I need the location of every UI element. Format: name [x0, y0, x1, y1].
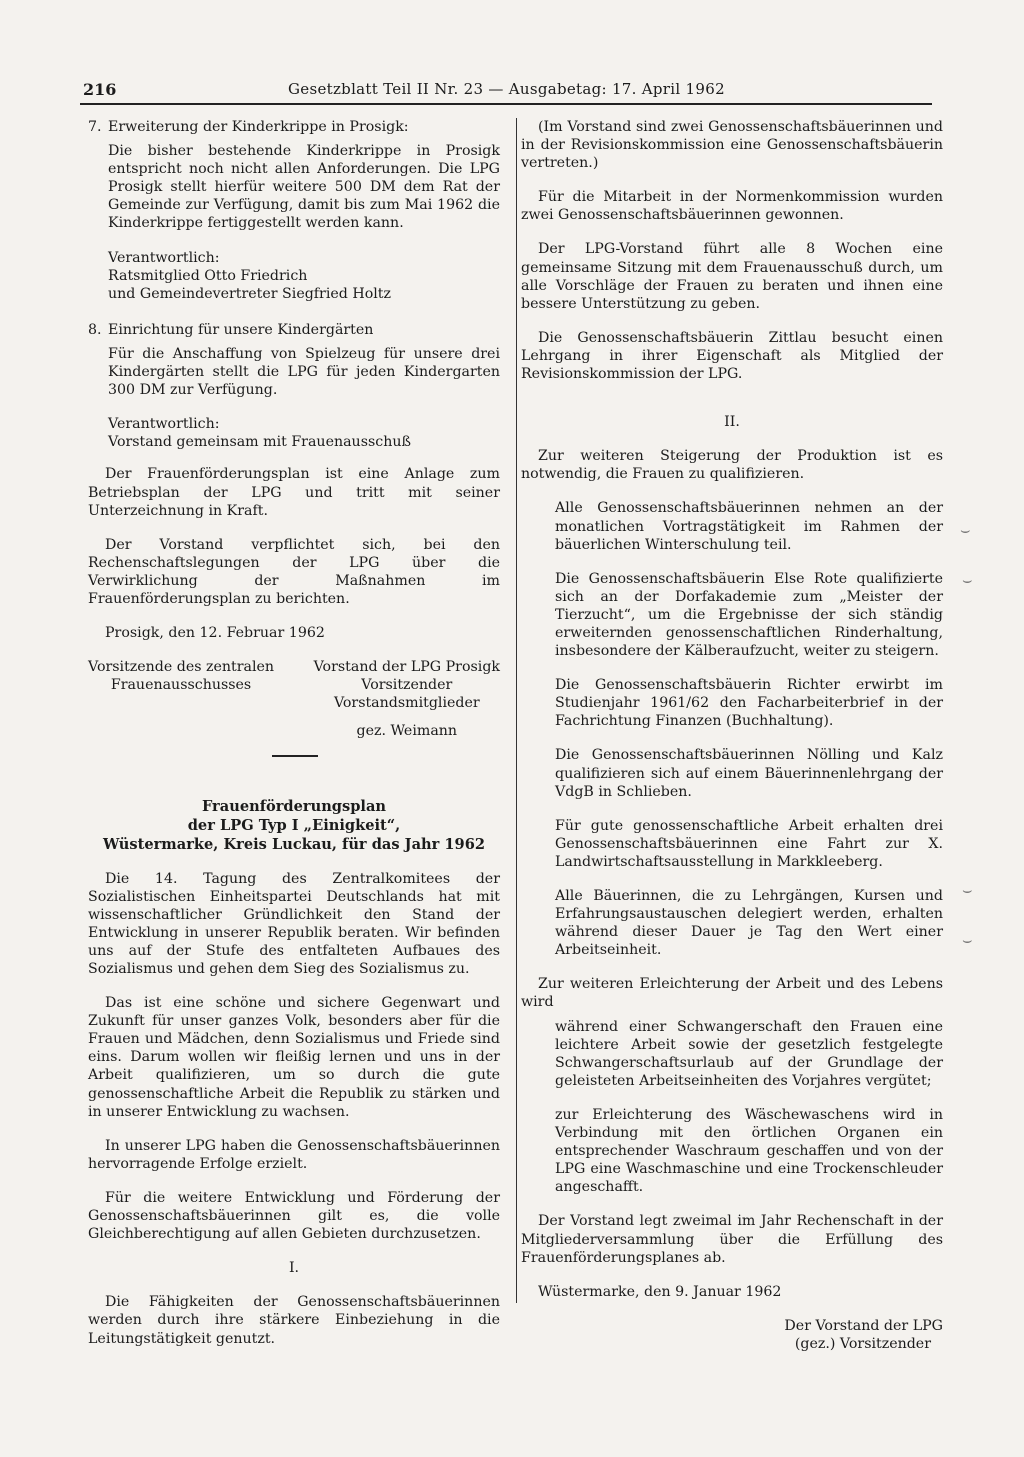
paragraph: Die Genossenschaftsbäuerin Zittlau besucht einen Lehrgang in ihrer Eigenschaft als Mitglied der Revisionskommission der LPG. — [521, 329, 943, 383]
section-number: II. — [724, 414, 740, 431]
measure-item: Alle Genossenschaftsbäuerinnen nehmen an der monatlichen Vortragstätigkeit im Rahmen der bäuerlichen Winterschulung teil. — [555, 500, 943, 553]
paragraph: Die Fähigkeiten der Genossenschaftsbäuerinnen werden durch ihre stärkere Einbeziehung in die Leitungstätigkeit genutzt. — [88, 1294, 500, 1347]
margin-mark: ⌣ — [962, 570, 973, 589]
margin-mark: ⌣ — [962, 930, 973, 949]
column-divider — [516, 118, 517, 1303]
place-date: Prosigk, den 12. Februar 1962 — [105, 625, 325, 642]
plan-heading — [88, 797, 500, 854]
signature-line: (gez.) Vorsitzender — [794, 1335, 931, 1352]
measure-item: Die Genossenschaftsbäuerin Else Rote qualifizierte sich an der Dorfakademie zum „Meister der Tierzucht“, um die Ergebnisse der sich ständig erweiternden genossenschaftlichen Rinderhaltung, insbesondere der Kälberaufzucht, weiter zu steigern. — [555, 570, 943, 660]
item-text: Die bisher bestehende Kinderkrippe in Prosigk entspricht noch nicht allen Anforderungen. Die LPG Prosigk stellt hierfür weitere 500 DM dem Rat der Gemeinde zur Verfügung, damit bis zum Mai 1962 die Kinderkrippe fertiggestellt werden kann. — [108, 143, 500, 232]
paragraph: Der Vorstand legt zweimal im Jahr Rechenschaft in der Mitgliederversammlung über die Erfüllung des Frauenförderungsplanes ab. — [521, 1213, 943, 1266]
paragraph: Für die weitere Entwicklung und Förderung der Genossenschaftsbäuerinnen gilt es, die volle Gleichberechtigung auf allen Gebieten durchzusetzen. — [88, 1189, 500, 1243]
responsibility-line: und Gemeindevertreter Siegfried Holtz — [108, 285, 391, 302]
paragraph: (Im Vorstand sind zwei Genossenschaftsbäuerinnen und in der Revisionskommission eine Genossenschaftsbäuerin vertreten.) — [521, 119, 943, 172]
paragraph: Zur weiteren Steigerung der Produktion ist es notwendig, die Frauen zu qualifizieren. — [521, 448, 943, 483]
measure-item: Die Genossenschaftsbäuerinnen Nölling und Kalz qualifizieren sich auf einem Bäuerinnenlehrgang der VdgB in Schlieben. — [555, 747, 943, 800]
left-column — [88, 118, 500, 1364]
signature-block — [88, 658, 500, 740]
signature-line: Der Vorstand der LPG — [784, 1317, 943, 1334]
paragraph: Der Vorstand verpflichtet sich, bei den Rechenschaftslegungen der LPG über die Verwirklichung der Maßnahmen im Frauenförderungsplan zu berichten. — [88, 536, 500, 607]
measure-item: während einer Schwangerschaft den Frauen eine leichtere Arbeit sowie der gesetzlich festgelegte Schwangerschaftsurlaub auf der Grundlage der geleisteten Arbeitseinheiten des Vorjahres vergütet; — [555, 1018, 943, 1089]
responsibility-label: Verantwortlich: — [108, 416, 220, 433]
item-number: 8. — [88, 321, 102, 338]
right-column — [521, 118, 943, 1353]
measure-item: Für gute genossenschaftliche Arbeit erhalten drei Genossenschaftsbäuerinnen eine Fahrt zur X. Landwirtschaftsausstellung in Markkleeberg. — [555, 817, 943, 870]
heading-line: der LPG Typ I „Einigkeit“, — [187, 816, 401, 834]
item-title: Erweiterung der Kinderkrippe in Prosigk: — [108, 119, 409, 135]
place-date: Wüstermarke, den 9. Januar 1962 — [538, 1283, 782, 1300]
section-number: I. — [288, 1260, 300, 1277]
margin-mark: ⌣ — [962, 880, 973, 899]
paragraph: Für die Mitarbeit in der Normenkommission wurden zwei Genossenschaftsbäuerinnen gewonnen. — [521, 189, 943, 224]
signature-line: Vorstandsmitglieder — [333, 695, 480, 712]
signature-right — [314, 658, 500, 740]
signature-line: Vorstand der LPG Prosigk — [313, 659, 500, 676]
measure-item: Die Genossenschaftsbäuerin Richter erwirbt im Studienjahr 1961/62 den Facharbeiterbrief in der Fachrichtung Finanzen (Buchhaltung). — [555, 677, 943, 730]
signature-line: Frauenausschusses — [110, 677, 252, 694]
paragraph: Die 14. Tagung des Zentralkomitees der Sozialistischen Einheitspartei Deutschlands hat mit wissenschaftlicher Gründlichkeit den Stand der Entwicklung in unserer Republik beraten. Wir befinden uns auf der Stufe des entfalteten Aufbaues des Sozialismus und gehen dem Sieg des Sozialismus zu. — [88, 870, 500, 977]
signature-line: Vorsitzender — [361, 677, 453, 694]
signature-name: gez. Weimann — [356, 723, 458, 740]
responsibility-line: Ratsmitglied Otto Friedrich — [108, 267, 308, 284]
measure-item: Alle Bäuerinnen, die zu Lehrgängen, Kursen und Erfahrungsaustauschen delegiert werden, erhalten während dieser Dauer je Tag den Wert einer Arbeitseinheit. — [555, 888, 943, 959]
paragraph: Das ist eine schöne und sichere Gegenwart und Zukunft für unser ganzes Volk, besonders aber für die Frauen und Mädchen, denn Sozialismus und Friede sind eins. Darum wollen wir fleißig lernen und uns in der Arbeit qualifizieren, um so durch die gute genossenschaftliche Arbeit die Republik zu stärken und in unserer Entwicklung zu wachsen. — [88, 995, 500, 1120]
paragraph: Der Frauenförderungsplan ist eine Anlage zum Betriebsplan der LPG und tritt mit seiner Unterzeichnung in Kraft. — [88, 466, 500, 519]
margin-mark: ⌣ — [960, 520, 971, 539]
heading-line: Frauenförderungsplan — [201, 797, 387, 815]
item-text: Für die Anschaffung von Spielzeug für unsere drei Kindergärten stellt die LPG für jeden Kindergarten 300 DM zur Verfügung. — [108, 345, 500, 399]
running-header: Gesetzblatt Teil II Nr. 23 — Ausgabetag: 17. April 1962 — [288, 80, 725, 98]
list-item-8 — [88, 321, 500, 339]
paragraph: Der LPG-Vorstand führt alle 8 Wochen eine gemeinsame Sitzung mit dem Frauenausschuß durch, um alle Vorschläge der Frauen zu beraten und ihnen eine bessere Unterstützung zu geben. — [521, 241, 943, 312]
signature-left — [88, 658, 274, 740]
paragraph: In unserer LPG haben die Genossenschaftsbäuerinnen hervorragende Erfolge erzielt. — [88, 1137, 500, 1172]
signature-line: Vorsitzende des zentralen — [88, 659, 275, 676]
measure-item: zur Erleichterung des Wäschewaschens wird in Verbindung mit den örtlichen Organen ein entsprechender Waschraum geschaffen und von der LPG eine Waschmaschine und eine Trockenschleuder angeschafft. — [555, 1106, 943, 1196]
list-item-7 — [88, 118, 500, 136]
heading-line: Wüstermarke, Kreis Luckau, für das Jahr 1962 — [102, 835, 486, 853]
item-title: Einrichtung für unsere Kindergärten — [108, 321, 374, 338]
item-number: 7. — [88, 119, 102, 135]
paragraph: Zur weiteren Erleichterung der Arbeit und des Lebens wird — [521, 976, 943, 1011]
header-rule — [80, 103, 932, 105]
responsibility-line: Vorstand gemeinsam mit Frauenausschuß — [108, 434, 411, 451]
page-number: 216 — [83, 80, 117, 99]
section-rule — [272, 755, 318, 757]
responsibility-label: Verantwortlich: — [108, 249, 220, 266]
